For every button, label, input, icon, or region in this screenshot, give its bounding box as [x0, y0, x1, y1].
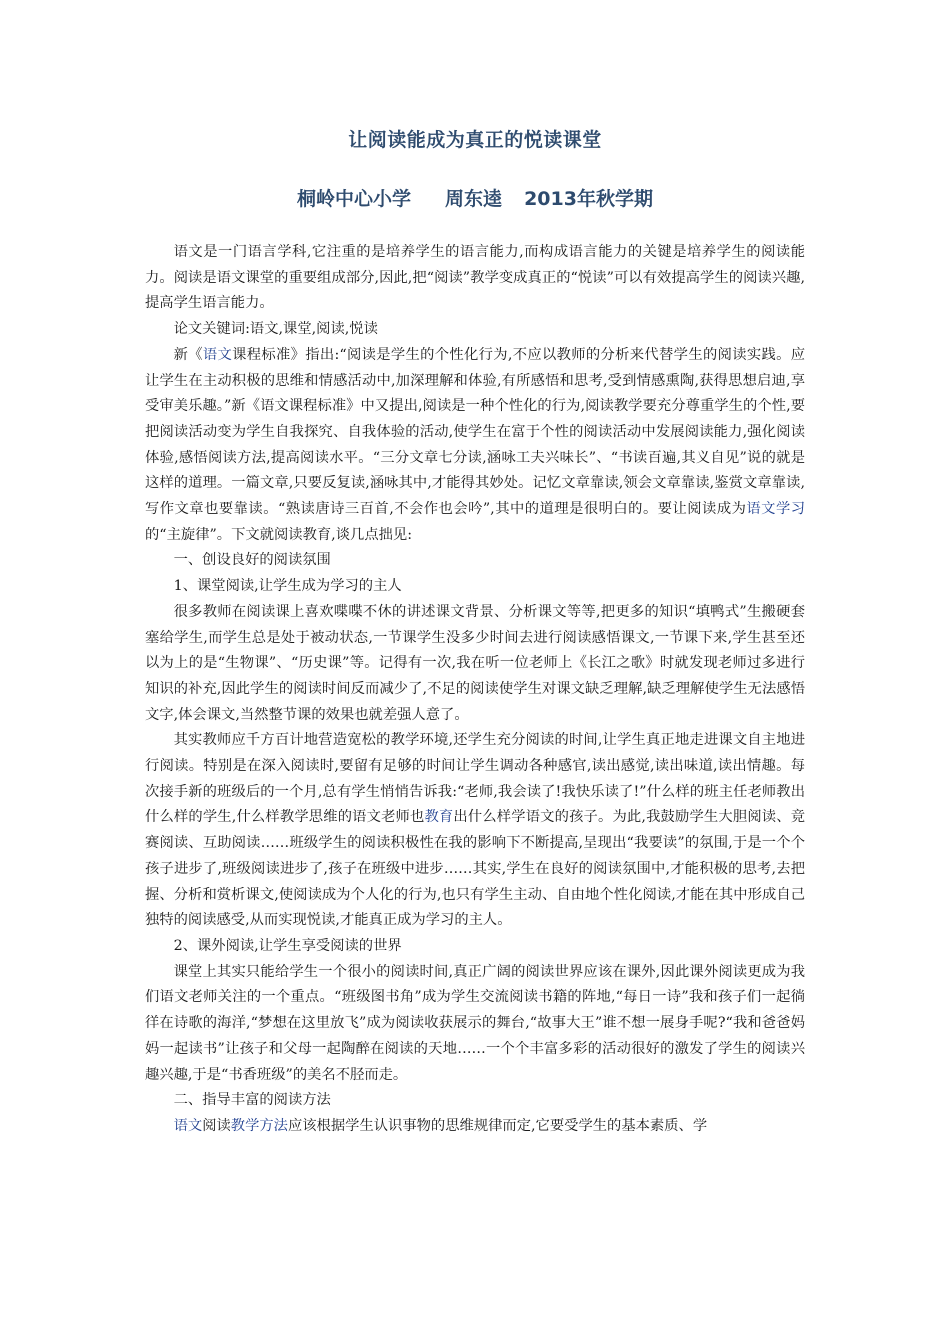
inline-link[interactable]: 语文学习	[746, 501, 806, 518]
paragraph-text: 课程标准》指出:“阅读是学生的个性化行为,不应以教师的分析来代替学生的阅读实践。应让学生在主动积极的思维和情感活动中,加深理解和体验,有所感悟和思考,受到情感熏陶,获得思想启迪,享受审美乐趣。”新《语文课程标准》中又提出,阅读是一种个性化的行为,阅读教学要充分尊重学生的个性,要把阅读活动变为学生自我探究、自我体验的活动,使学生在富于个性的阅读活动中发展阅读能力,强化阅读体验,感悟阅读方法,提高阅读水平。“三分文章七分读,涵咏工夫兴味长”、“书读百遍,其义自见”说的就是这样的道理。一篇文章,只要反复读,涵咏其中,才能得其妙处。记忆文章靠读,领会文章靠读,鉴赏文章靠读,写作文章也要靠读。“熟读唐诗三百首,不会作也会吟”,其中的道理是很明白的。要让阅读成为	[145, 346, 806, 518]
paragraph-text: 新《	[173, 346, 203, 363]
term: 2013年秋学期	[524, 188, 653, 210]
page-subtitle	[0, 184, 950, 211]
paragraph-text: 的“主旋律”。下文就阅读教育,谈几点拙见:	[145, 526, 413, 543]
paragraph	[145, 1114, 805, 1140]
page-title: 让阅读能成为真正的悦读课堂	[348, 129, 602, 151]
paragraph-text: 课堂上其实只能给学生一个很小的阅读时间,真正广阔的阅读世界应该在课外,因此课外阅读更成为我们语文老师关注的一个重点。“班级图书角”成为学生交流阅读书籍的阵地,“每日一诗”我和孩子们一起徜徉在诗歌的海洋,“梦想在这里放飞”成为阅读收获展示的舞台,“故事大王”谁不想一展身手呢?“我和爸爸妈妈一起读书”让孩子和父母一起陶醉在阅读的天地……一个个丰富多彩的活动很好的激发了学生的阅读兴趣兴趣,于是“书香班级”的美名不胫而走。	[145, 963, 805, 1083]
article-body	[145, 240, 805, 1140]
author-name: 周东逵	[445, 188, 503, 210]
inline-link[interactable]: 教学方法	[230, 1117, 288, 1134]
inline-link[interactable]: 教育	[424, 809, 454, 826]
paragraph-text: 1、课堂阅读,让学生成为学习的主人	[173, 578, 402, 595]
paragraph	[145, 600, 805, 729]
paragraph	[145, 934, 805, 960]
paragraph	[145, 317, 805, 343]
paragraph	[145, 240, 805, 317]
paragraph	[145, 728, 805, 934]
school-name: 桐岭中心小学	[297, 188, 412, 210]
paragraph-text: 出什么样学语文的孩子。为此,我鼓励学生大胆阅读、竞赛阅读、互助阅读……班级学生的阅读积极性在我的影响下不断提高,呈现出“我要读”的氛围,于是一个个孩子进步了,班级阅读进步了,孩子在班级中进步……其实,学生在良好的阅读氛围中,才能积极的思考,去把握、分析和赏析课文,使阅读成为个人化的行为,也只有学生主动、自由地个性化阅读,才能在其中形成自己独特的阅读感受,从而实现悦读,才能真正成为学习的主人。	[145, 809, 805, 929]
paragraph-text: 阅读	[202, 1117, 231, 1134]
inline-link[interactable]: 语文	[173, 1117, 203, 1134]
paragraph-text: 其实教师应千方百计地营造宽松的教学环境,还学生充分阅读的时间,让学生真正地走进课文自主地进行阅读。特别是在深入阅读时,要留有足够的时间让学生调动各种感官,读出感觉,读出味道,读出情趣。每次接手新的班级后的一个月,总有学生悄悄告诉我:“老师,我会读了!我快乐读了!”什么样的班主任老师教出什么样的学生,什么样教学思维的语文老师也	[145, 732, 805, 826]
paragraph-text: 很多教师在阅读课上喜欢喋喋不休的讲述课文背景、分析课文等等,把更多的知识“填鸭式”生搬硬套塞给学生,而学生总是处于被动状态,一节课学生没多少时间去进行阅读感悟课文,一节课下来,学生甚至还以为上的是“生物课”、“历史课”等。记得有一次,我在听一位老师上《长江之歌》时就发现老师过多进行知识的补充,因此学生的阅读时间反而减少了,不足的阅读使学生对课文缺乏理解,缺乏理解使学生无法感悟文字,体会课文,当然整节课的效果也就差强人意了。	[145, 603, 805, 723]
paragraph	[145, 548, 805, 574]
paragraph	[145, 960, 805, 1089]
paragraph	[145, 1088, 805, 1114]
paragraph	[145, 574, 805, 600]
paragraph-text: 一、创设良好的阅读氛围	[173, 552, 331, 569]
paragraph-text: 2、课外阅读,让学生享受阅读的世界	[173, 937, 402, 954]
paragraph	[145, 343, 805, 549]
inline-link[interactable]: 语文	[202, 346, 233, 363]
paragraph-text: 二、指导丰富的阅读方法	[173, 1092, 331, 1109]
paragraph-text: 应该根据学生认识事物的思维规律而定,它要受学生的基本素质、学	[287, 1117, 708, 1134]
paragraph-text: 论文关键词:语文,课堂,阅读,悦读	[173, 321, 378, 338]
paragraph-text: 语文是一门语言学科,它注重的是培养学生的语言能力,而构成语言能力的关键是培养学生的阅读能力。阅读是语文课堂的重要组成部分,因此,把“阅读”教学变成真正的“悦读”可以有效提高学生的阅读兴趣,提高学生语言能力。	[145, 244, 805, 312]
